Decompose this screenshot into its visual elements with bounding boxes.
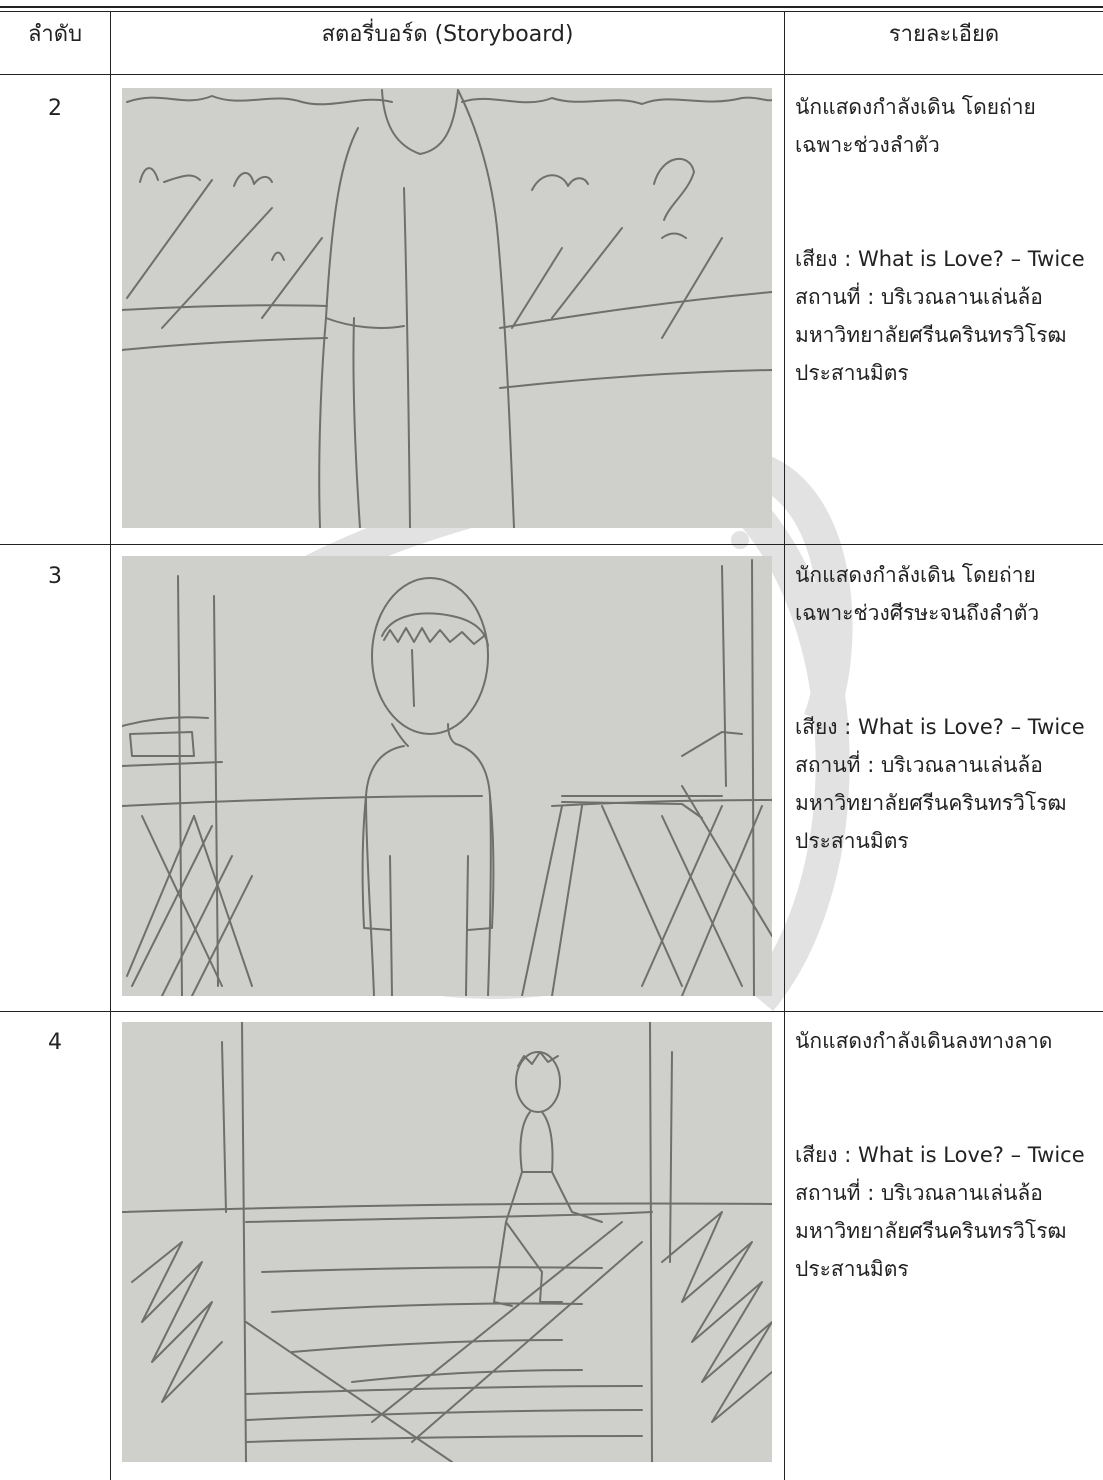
- row-number: 3: [48, 564, 62, 589]
- place-text: มหาวิทยาลัยศรีนครินทรวิโรฒ: [795, 791, 1067, 815]
- description-text: นักแสดงกำลังเดิน โดยถ่าย: [795, 563, 1036, 587]
- sound-text: เสียง : What is Love? – Twice: [795, 247, 1085, 271]
- header-detail: รายละเอียด: [888, 22, 1000, 47]
- place-text: สถานที่ : บริเวณลานเล่นล้อ: [795, 285, 1043, 309]
- place-text: สถานที่ : บริเวณลานเล่นล้อ: [795, 1181, 1043, 1205]
- sketch-person-walking-down-ramp: [122, 1022, 772, 1462]
- description-text: เฉพาะช่วงลำตัว: [795, 133, 940, 157]
- table-top-rule: [0, 6, 1103, 8]
- storyboard-sketch-4: [122, 1022, 772, 1462]
- sound-text: เสียง : What is Love? – Twice: [795, 1143, 1085, 1167]
- row-number: 4: [48, 1030, 62, 1055]
- row-separator: [0, 1011, 1103, 1012]
- place-text: มหาวิทยาลัยศรีนครินทรวิโรฒ: [795, 323, 1067, 347]
- description-text: นักแสดงกำลังเดินลงทางลาด: [795, 1029, 1053, 1053]
- row-description: [795, 556, 1100, 860]
- description-text: นักแสดงกำลังเดิน โดยถ่าย: [795, 95, 1036, 119]
- header-bottom-rule: [0, 74, 1103, 75]
- header-order: ลำดับ: [27, 22, 83, 47]
- storyboard-sketch-2: [122, 88, 772, 528]
- column-separator: [784, 12, 785, 1480]
- description-text: เฉพาะช่วงศีรษะจนถึงลำตัว: [795, 601, 1040, 625]
- place-text: ประสานมิตร: [795, 1257, 909, 1281]
- place-text: ประสานมิตร: [795, 361, 909, 385]
- header-storyboard: สตอรี่บอร์ด (Storyboard): [321, 22, 574, 47]
- place-text: สถานที่ : บริเวณลานเล่นล้อ: [795, 753, 1043, 777]
- storyboard-sketch-3: [122, 556, 772, 996]
- sketch-person-head-torso: [122, 556, 772, 996]
- sound-text: เสียง : What is Love? – Twice: [795, 715, 1085, 739]
- place-text: ประสานมิตร: [795, 829, 909, 853]
- place-text: มหาวิทยาลัยศรีนครินทรวิโรฒ: [795, 1219, 1067, 1243]
- row-description: [795, 1022, 1100, 1288]
- sketch-person-torso: [122, 88, 772, 528]
- column-separator: [110, 12, 111, 1480]
- row-separator: [0, 544, 1103, 545]
- table-top-rule-inner: [0, 11, 1103, 12]
- row-description: [795, 88, 1100, 392]
- row-number: 2: [48, 96, 62, 121]
